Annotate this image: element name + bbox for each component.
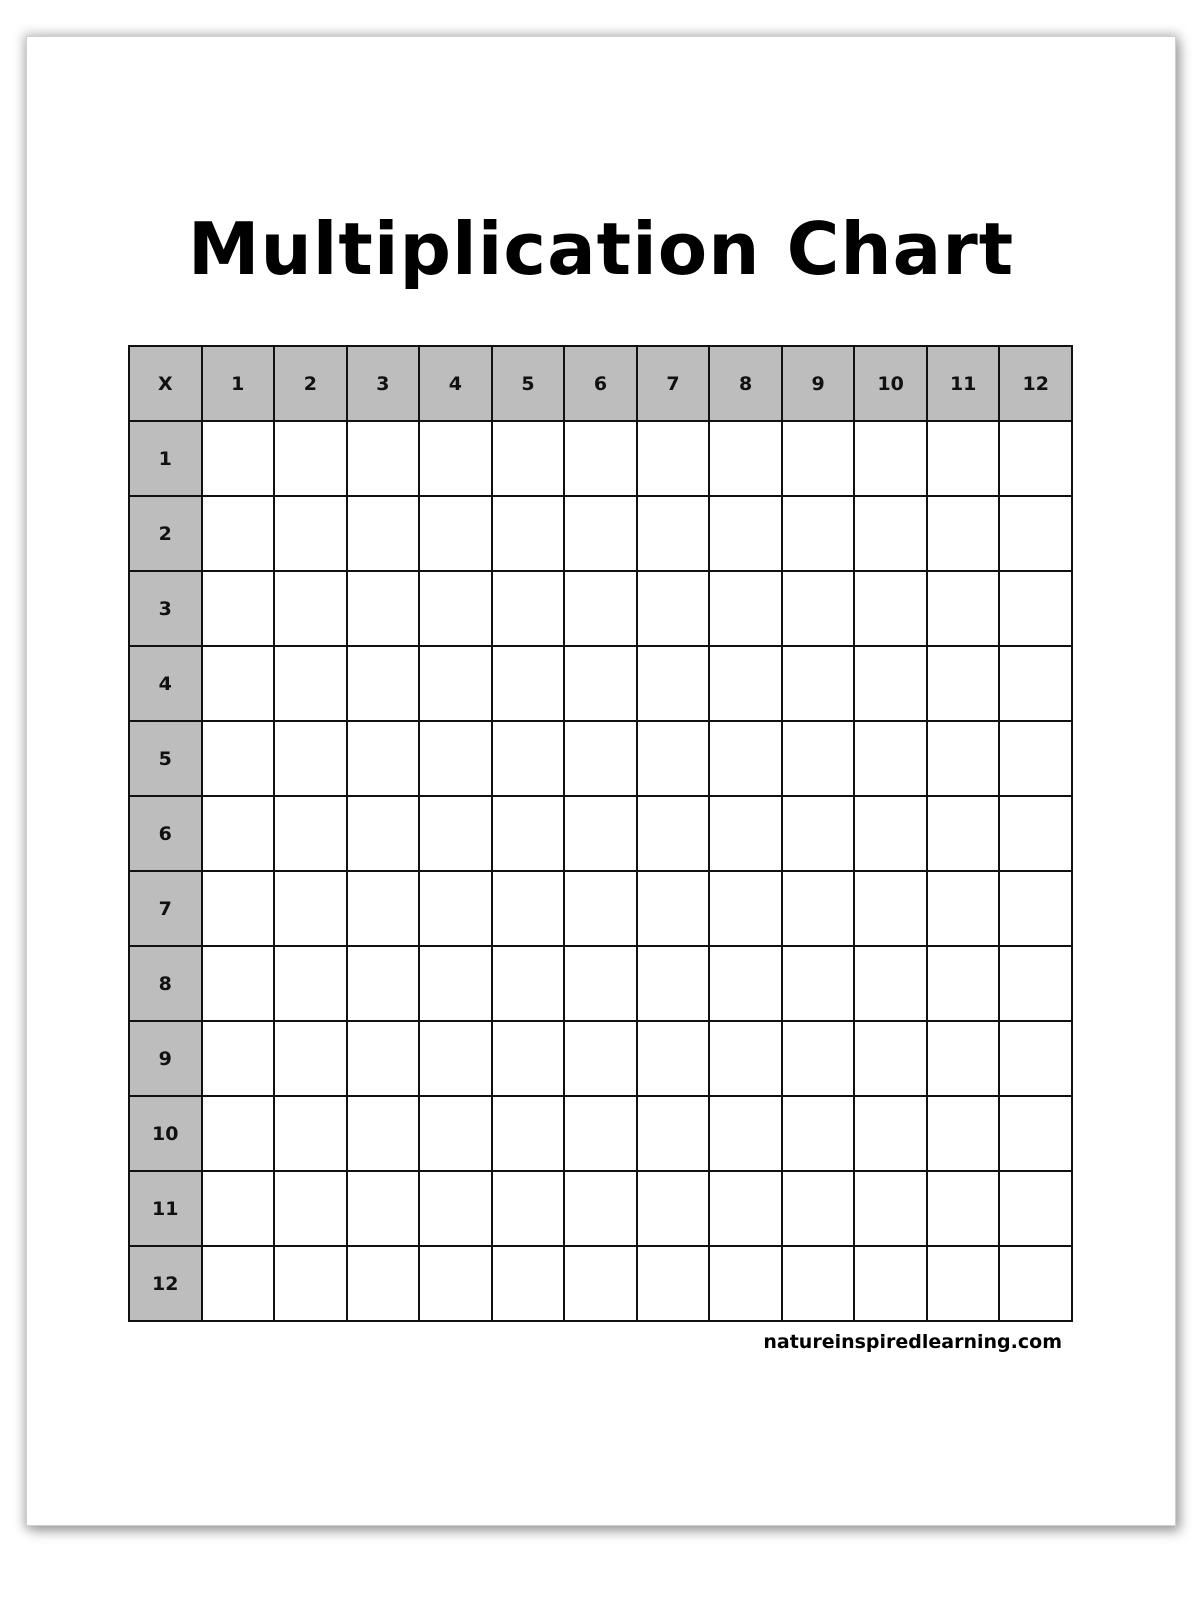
answer-cell: [1000, 722, 1073, 797]
answer-cell: [203, 872, 276, 947]
answer-cell: [710, 647, 783, 722]
answer-cell: [275, 797, 348, 872]
answer-cell: [638, 947, 711, 1022]
answer-cell: [493, 1247, 566, 1322]
answer-cell: [203, 1022, 276, 1097]
answer-cell: [275, 1097, 348, 1172]
answer-cell: [855, 947, 928, 1022]
answer-cell: [638, 722, 711, 797]
answer-cell: [1000, 422, 1073, 497]
answer-cell: [638, 872, 711, 947]
answer-cell: [638, 1247, 711, 1322]
answer-cell: [783, 797, 856, 872]
answer-cell: [203, 647, 276, 722]
answer-cell: [275, 1022, 348, 1097]
row-header: 3: [130, 572, 203, 647]
answer-cell: [203, 1247, 276, 1322]
row-header: 2: [130, 497, 203, 572]
answer-cell: [493, 797, 566, 872]
answer-cell: [275, 1247, 348, 1322]
answer-cell: [710, 947, 783, 1022]
column-header: 2: [275, 347, 348, 422]
answer-cell: [420, 497, 493, 572]
answer-cell: [783, 1097, 856, 1172]
answer-cell: [855, 797, 928, 872]
answer-cell: [493, 497, 566, 572]
answer-cell: [565, 497, 638, 572]
column-header: 10: [855, 347, 928, 422]
answer-cell: [783, 872, 856, 947]
answer-cell: [855, 1022, 928, 1097]
row-header: 6: [130, 797, 203, 872]
column-header: 3: [348, 347, 421, 422]
answer-cell: [710, 422, 783, 497]
answer-cell: [565, 722, 638, 797]
row-header: 4: [130, 647, 203, 722]
page-title: Multiplication Chart: [187, 207, 1015, 291]
answer-cell: [710, 722, 783, 797]
answer-cell: [420, 797, 493, 872]
answer-cell: [1000, 1247, 1073, 1322]
answer-cell: [783, 647, 856, 722]
answer-cell: [420, 647, 493, 722]
answer-cell: [493, 1097, 566, 1172]
answer-cell: [493, 422, 566, 497]
answer-cell: [638, 497, 711, 572]
answer-cell: [1000, 497, 1073, 572]
row-header: 12: [130, 1247, 203, 1322]
answer-cell: [493, 572, 566, 647]
answer-cell: [348, 497, 421, 572]
answer-cell: [783, 422, 856, 497]
answer-cell: [855, 1247, 928, 1322]
answer-cell: [928, 1097, 1001, 1172]
answer-cell: [348, 422, 421, 497]
answer-cell: [275, 947, 348, 1022]
answer-cell: [420, 1172, 493, 1247]
answer-cell: [565, 647, 638, 722]
answer-cell: [1000, 1097, 1073, 1172]
answer-cell: [203, 1097, 276, 1172]
answer-cell: [710, 1247, 783, 1322]
answer-cell: [203, 422, 276, 497]
column-header: 6: [565, 347, 638, 422]
answer-cell: [348, 722, 421, 797]
answer-cell: [493, 947, 566, 1022]
answer-cell: [565, 1022, 638, 1097]
answer-cell: [493, 1172, 566, 1247]
answer-cell: [1000, 1172, 1073, 1247]
answer-cell: [203, 572, 276, 647]
answer-cell: [493, 647, 566, 722]
answer-cell: [348, 947, 421, 1022]
answer-cell: [928, 947, 1001, 1022]
answer-cell: [275, 647, 348, 722]
row-header: 9: [130, 1022, 203, 1097]
answer-cell: [1000, 1022, 1073, 1097]
answer-cell: [928, 722, 1001, 797]
row-header: 8: [130, 947, 203, 1022]
website-footer: natureinspiredlearning.com: [763, 1331, 1062, 1353]
answer-cell: [275, 572, 348, 647]
answer-cell: [710, 872, 783, 947]
row-header: 5: [130, 722, 203, 797]
answer-cell: [420, 872, 493, 947]
answer-cell: [1000, 947, 1073, 1022]
answer-cell: [348, 572, 421, 647]
multiplication-grid: [128, 345, 1073, 1322]
answer-cell: [928, 497, 1001, 572]
answer-cell: [275, 422, 348, 497]
answer-cell: [420, 722, 493, 797]
answer-cell: [565, 872, 638, 947]
answer-cell: [710, 1172, 783, 1247]
column-header: 11: [928, 347, 1001, 422]
answer-cell: [203, 497, 276, 572]
answer-cell: [855, 572, 928, 647]
answer-cell: [638, 797, 711, 872]
answer-cell: [493, 1022, 566, 1097]
answer-cell: [928, 572, 1001, 647]
answer-cell: [783, 947, 856, 1022]
answer-cell: [565, 1097, 638, 1172]
column-header: 5: [493, 347, 566, 422]
answer-cell: [638, 1022, 711, 1097]
answer-cell: [638, 647, 711, 722]
answer-cell: [928, 1247, 1001, 1322]
answer-cell: [710, 1022, 783, 1097]
row-header: 7: [130, 872, 203, 947]
answer-cell: [348, 1247, 421, 1322]
answer-cell: [348, 872, 421, 947]
answer-cell: [420, 572, 493, 647]
answer-cell: [928, 647, 1001, 722]
answer-cell: [203, 722, 276, 797]
answer-cell: [783, 572, 856, 647]
answer-cell: [565, 947, 638, 1022]
answer-cell: [855, 872, 928, 947]
column-header: 7: [638, 347, 711, 422]
answer-cell: [493, 722, 566, 797]
answer-cell: [348, 1172, 421, 1247]
answer-cell: [565, 1172, 638, 1247]
answer-cell: [928, 1172, 1001, 1247]
answer-cell: [420, 422, 493, 497]
column-header: 4: [420, 347, 493, 422]
column-header: 9: [783, 347, 856, 422]
answer-cell: [783, 722, 856, 797]
answer-cell: [1000, 572, 1073, 647]
answer-cell: [420, 1097, 493, 1172]
answer-cell: [493, 872, 566, 947]
answer-cell: [928, 872, 1001, 947]
answer-cell: [1000, 797, 1073, 872]
column-header: 1: [203, 347, 276, 422]
answer-cell: [420, 1022, 493, 1097]
corner-header: X: [130, 347, 203, 422]
row-header: 1: [130, 422, 203, 497]
answer-cell: [275, 872, 348, 947]
answer-cell: [1000, 647, 1073, 722]
answer-cell: [638, 572, 711, 647]
answer-cell: [348, 1097, 421, 1172]
answer-cell: [710, 497, 783, 572]
answer-cell: [565, 572, 638, 647]
answer-cell: [420, 1247, 493, 1322]
answer-cell: [855, 497, 928, 572]
answer-cell: [855, 1097, 928, 1172]
answer-cell: [348, 1022, 421, 1097]
answer-cell: [783, 1172, 856, 1247]
answer-cell: [275, 722, 348, 797]
answer-cell: [855, 1172, 928, 1247]
answer-cell: [565, 797, 638, 872]
answer-cell: [928, 797, 1001, 872]
answer-cell: [928, 422, 1001, 497]
answer-cell: [855, 422, 928, 497]
answer-cell: [638, 422, 711, 497]
answer-cell: [710, 797, 783, 872]
answer-cell: [565, 1247, 638, 1322]
answer-cell: [203, 797, 276, 872]
answer-cell: [203, 947, 276, 1022]
answer-cell: [1000, 872, 1073, 947]
answer-cell: [275, 1172, 348, 1247]
row-header: 11: [130, 1172, 203, 1247]
answer-cell: [275, 497, 348, 572]
answer-cell: [855, 722, 928, 797]
answer-cell: [565, 422, 638, 497]
column-header: 8: [710, 347, 783, 422]
row-header: 10: [130, 1097, 203, 1172]
answer-cell: [855, 647, 928, 722]
answer-cell: [783, 497, 856, 572]
answer-cell: [420, 947, 493, 1022]
answer-cell: [638, 1172, 711, 1247]
answer-cell: [783, 1022, 856, 1097]
answer-cell: [638, 1097, 711, 1172]
worksheet-page: [26, 36, 1176, 1526]
column-header: 12: [1000, 347, 1073, 422]
answer-cell: [348, 647, 421, 722]
answer-cell: [203, 1172, 276, 1247]
answer-cell: [710, 1097, 783, 1172]
answer-cell: [928, 1022, 1001, 1097]
answer-cell: [710, 572, 783, 647]
answer-cell: [348, 797, 421, 872]
answer-cell: [783, 1247, 856, 1322]
